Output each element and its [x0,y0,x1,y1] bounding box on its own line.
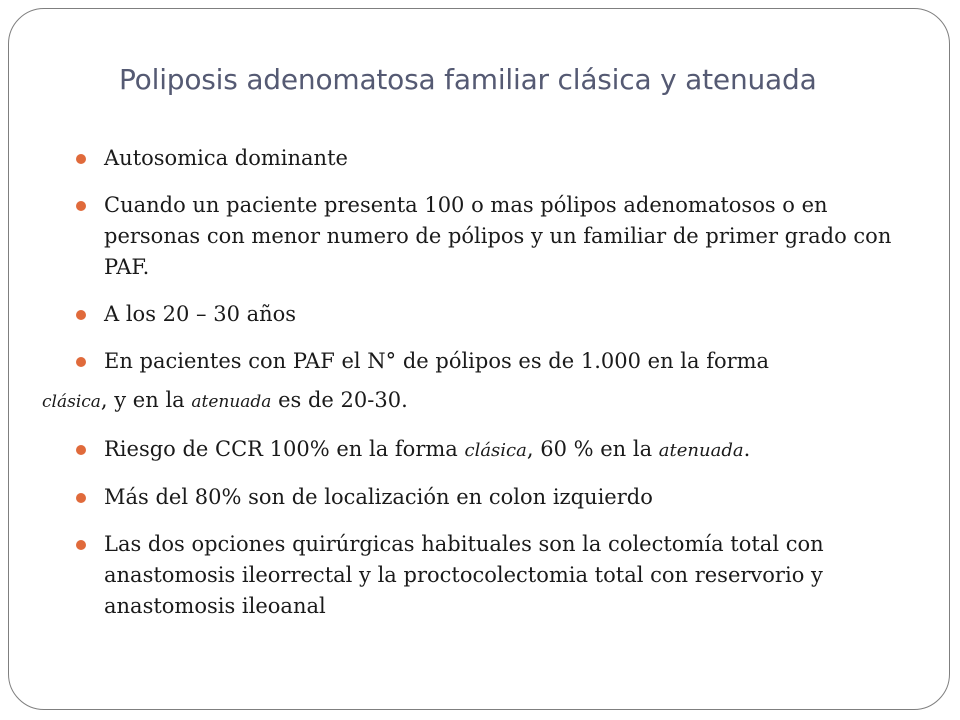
bullet-text: A los 20 – 30 años [104,302,297,326]
bullet-text: Riesgo de CCR 100% en la forma [104,437,465,461]
italic-term: clásica [464,440,527,461]
bullet-text: En pacientes con PAF el N° de pólipos es de 1.000 en la forma [104,349,770,373]
bullet-item [75,482,915,513]
bullet-item [75,299,915,330]
italic-term: clásica [42,392,101,412]
bullet-item [75,434,915,466]
bullet-item [75,190,915,283]
bullet-item [75,529,915,622]
slide-frame [8,8,950,710]
bullet-text: Las dos opciones quirúrgicas habituales son la colectomía total con anastomosis ileorrectal y la proctocolectomia total con reservorio y anastomosis ileoanal [104,532,824,618]
bullet-text: Autosomica dominante [104,146,348,170]
bullet-item [75,346,915,377]
bullet-text: Más del 80% son de localización en colon izquierdo [104,485,653,509]
slide-title: Poliposis adenomatosa familiar clásica y atenuada [119,63,817,96]
italic-term: atenuada [658,440,744,461]
bullet-continuation [42,385,915,418]
bullet-text: , 60 % en la [526,437,659,461]
bullet-text: . [743,437,751,461]
bullet-item [75,143,915,174]
continuation-text: , y en la [100,388,192,412]
bullet-list [42,143,915,638]
bullet-text: Cuando un paciente presenta 100 o mas pólipos adenomatosos o en personas con menor numero de pólipos y un familiar de primer grado con PAF. [104,193,892,279]
continuation-text: es de 20-30. [271,388,408,412]
italic-term: atenuada [191,392,272,412]
